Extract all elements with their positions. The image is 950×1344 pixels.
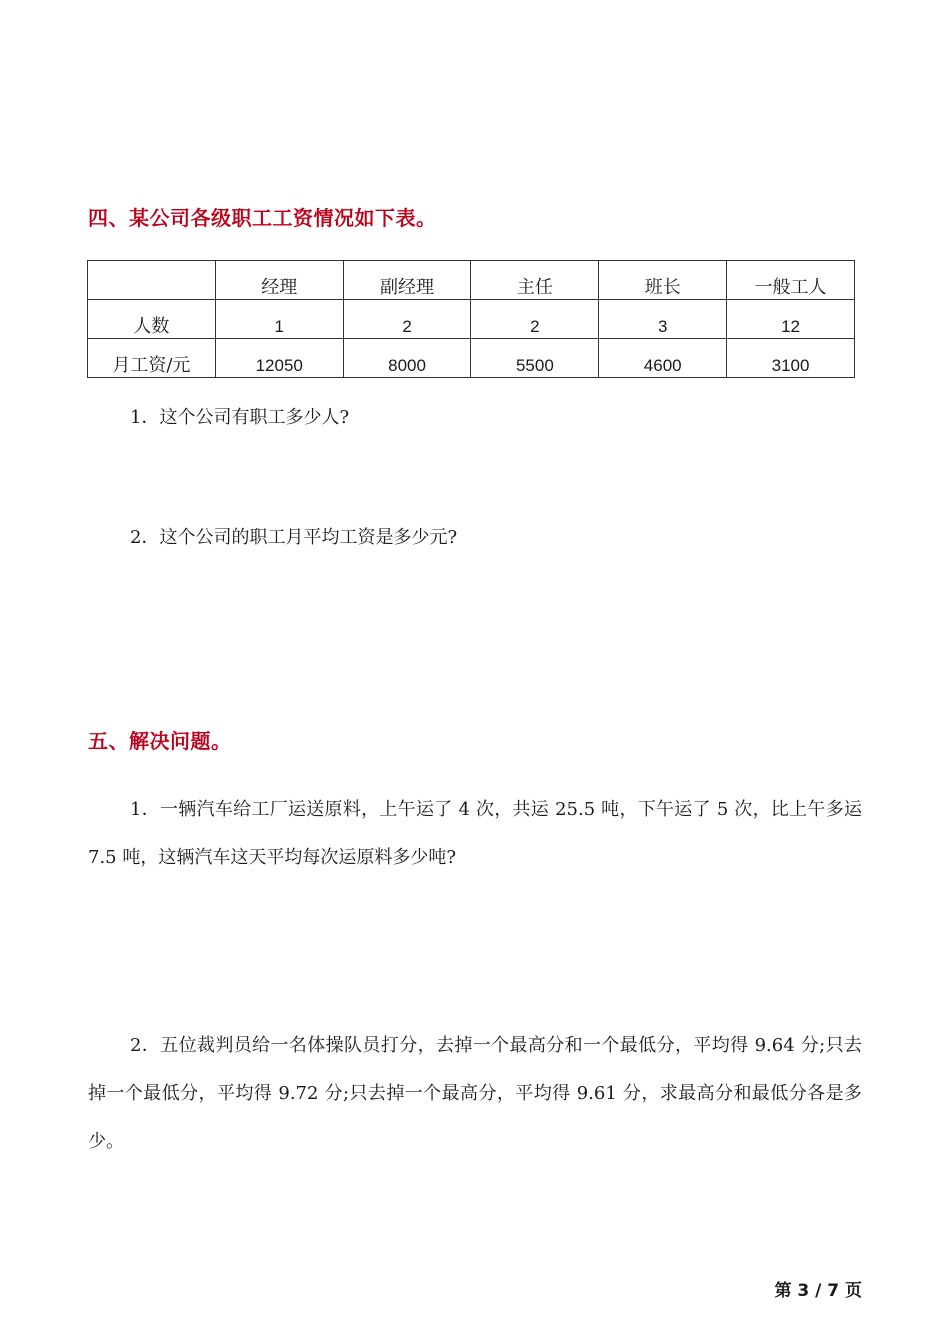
table-cell: 12	[727, 300, 855, 339]
table-header-cell: 主任	[471, 261, 599, 300]
table-row	[88, 339, 855, 378]
table-header-cell	[88, 261, 216, 300]
table-header-cell: 经理	[215, 261, 343, 300]
wage-table	[87, 260, 855, 378]
question-4-2: 2．这个公司的职工月平均工资是多少元?	[130, 527, 458, 548]
question-4-1: 1．这个公司有职工多少人?	[130, 407, 350, 428]
page-number: 第 3 / 7 页	[774, 1281, 862, 1301]
table-cell: 3100	[727, 339, 855, 378]
table-header-cell: 副经理	[343, 261, 471, 300]
table-header-row	[88, 261, 855, 300]
table-row	[88, 300, 855, 339]
row-label: 人数	[88, 300, 216, 339]
table-cell: 1	[215, 300, 343, 339]
table-cell: 2	[343, 300, 471, 339]
table-cell: 5500	[471, 339, 599, 378]
question-5-1: 1．一辆汽车给工厂运送原料，上午运了 4 次，共运 25.5 吨，下午运了 5 次，比上午多运 7.5 吨，这辆汽车这天平均每次运原料多少吨?	[88, 799, 862, 868]
table-header-cell: 一般工人	[727, 261, 855, 300]
table-cell: 12050	[215, 339, 343, 378]
question-5-2: 2．五位裁判员给一名体操队员打分，去掉一个最高分和一个最低分，平均得 9.64 分;只去掉一个最低分，平均得 9.72 分;只去掉一个最高分，平均得 9.61 分，求最高分和最低分各是多少。	[88, 1035, 862, 1152]
section-4-heading: 四、某公司各级职工工资情况如下表。	[88, 206, 437, 230]
table-cell: 4600	[599, 339, 727, 378]
row-label: 月工资/元	[88, 339, 216, 378]
table-cell: 2	[471, 300, 599, 339]
table-cell: 8000	[343, 339, 471, 378]
table-cell: 3	[599, 300, 727, 339]
table-header-cell: 班长	[599, 261, 727, 300]
section-5-heading: 五、解决问题。	[88, 729, 232, 753]
